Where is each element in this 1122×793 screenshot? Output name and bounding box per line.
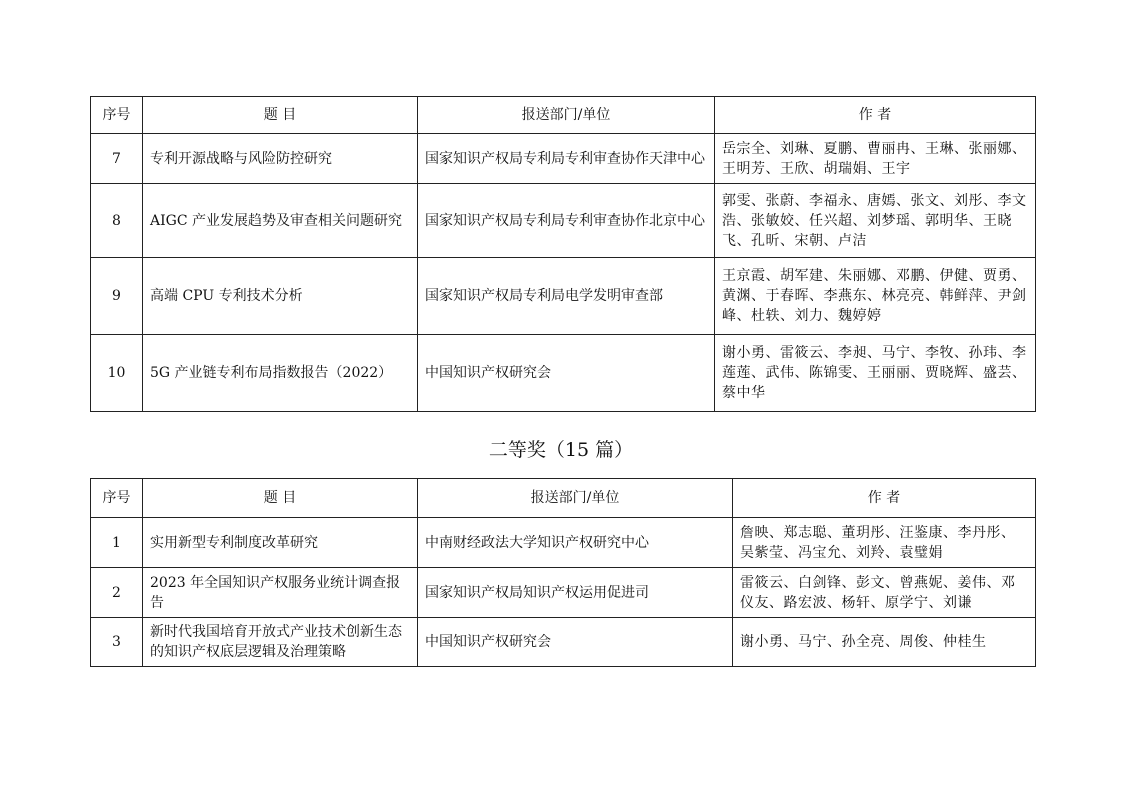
header-unit: 报送部门/单位 (418, 97, 715, 134)
row-index: 1 (91, 518, 143, 568)
table-row (91, 618, 1036, 667)
row-index: 10 (91, 335, 143, 412)
row-title: 高端 CPU 专利技术分析 (143, 258, 418, 335)
section-title-second-prize: 二等奖（15 篇） (488, 439, 634, 461)
row-authors: 岳宗全、刘琳、夏鹏、曹丽冉、王琳、张丽娜、王明芳、王欣、胡瑞娟、王宇 (715, 134, 1036, 184)
header-authors: 作 者 (733, 479, 1036, 518)
table-header-row (91, 479, 1036, 518)
row-title: 专利开源战略与风险防控研究 (143, 134, 418, 184)
award-table-first (90, 96, 1036, 412)
table-row (91, 335, 1036, 412)
row-index: 7 (91, 134, 143, 184)
row-unit: 中国知识产权研究会 (418, 618, 733, 667)
table-row (91, 134, 1036, 184)
row-unit: 中南财经政法大学知识产权研究中心 (418, 518, 733, 568)
row-title: AIGC 产业发展趋势及审查相关问题研究 (143, 184, 418, 258)
table-row (91, 568, 1036, 618)
row-title: 5G 产业链专利布局指数报告（2022） (143, 335, 418, 412)
row-authors: 谢小勇、雷筱云、李昶、马宁、李牧、孙玮、李莲莲、武伟、陈锦雯、王丽丽、贾晓辉、盛芸、蔡中华 (715, 335, 1036, 412)
row-unit: 国家知识产权局专利局电学发明审查部 (418, 258, 715, 335)
row-authors: 谢小勇、马宁、孙全亮、周俊、仲桂生 (733, 618, 1036, 667)
row-authors: 詹映、郑志聪、董玥彤、汪鉴康、李丹彤、吴紫莹、冯宝允、刘羚、袁璧娟 (733, 518, 1036, 568)
row-index: 3 (91, 618, 143, 667)
row-title: 2023 年全国知识产权服务业统计调查报告 (143, 568, 418, 618)
row-authors: 雷筱云、白剑锋、彭文、曾燕妮、姜伟、邓仪友、路宏波、杨轩、原学宁、刘谦 (733, 568, 1036, 618)
header-title: 题 目 (143, 97, 418, 134)
row-index: 9 (91, 258, 143, 335)
table-row (91, 258, 1036, 335)
table-row (91, 518, 1036, 568)
table-row (91, 184, 1036, 258)
header-title: 题 目 (143, 479, 418, 518)
row-unit: 国家知识产权局专利局专利审查协作天津中心 (418, 134, 715, 184)
row-title: 实用新型专利制度改革研究 (143, 518, 418, 568)
row-index: 2 (91, 568, 143, 618)
row-authors: 郭雯、张蔚、李福永、唐嫣、张文、刘彤、李文浩、张敏姣、任兴超、刘梦瑶、郭明华、王晓飞、孔昕、宋朝、卢洁 (715, 184, 1036, 258)
header-index: 序号 (91, 97, 143, 134)
row-unit: 国家知识产权局知识产权运用促进司 (418, 568, 733, 618)
header-authors: 作 者 (715, 97, 1036, 134)
row-unit: 国家知识产权局专利局专利审查协作北京中心 (418, 184, 715, 258)
header-unit: 报送部门/单位 (418, 479, 733, 518)
row-unit: 中国知识产权研究会 (418, 335, 715, 412)
row-authors: 王京霞、胡军建、朱丽娜、邓鹏、伊健、贾勇、黄渊、于春晖、李燕东、林亮亮、韩鲜萍、尹剑峰、杜轶、刘力、魏婷婷 (715, 258, 1036, 335)
award-table-second (90, 478, 1036, 667)
row-index: 8 (91, 184, 143, 258)
header-index: 序号 (91, 479, 143, 518)
row-title: 新时代我国培育开放式产业技术创新生态的知识产权底层逻辑及治理策略 (143, 618, 418, 667)
table-header-row (91, 97, 1036, 134)
